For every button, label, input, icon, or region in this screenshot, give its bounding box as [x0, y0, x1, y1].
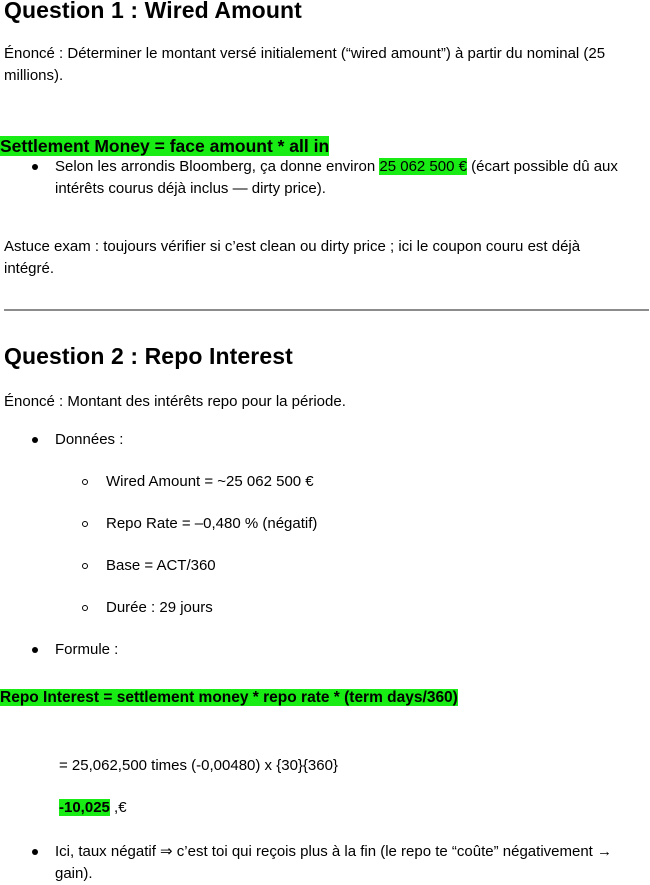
bullet-icon [32, 849, 38, 855]
q2-calc: = 25,062,500 times (-0,00480) x {30}{360} [59, 757, 338, 774]
q1-formula-text: Settlement Money = face amount * all in [0, 136, 330, 156]
q2-donnee-item: Base = ACT/360 [106, 557, 216, 574]
circle-bullet-icon [82, 563, 88, 569]
q2-donnees-label: Données : [55, 431, 124, 448]
q2-donnee-item: Durée : 29 jours [106, 599, 213, 616]
q1-title: Question 1 : Wired Amount [4, 0, 302, 23]
q2-enonce: Énoncé : Montant des intérêts repo pour la période. [4, 393, 346, 410]
circle-bullet-icon [82, 605, 88, 611]
circle-bullet-icon [82, 479, 88, 485]
bullet-icon [32, 164, 38, 170]
q2-donnee-item: Wired Amount = ~25 062 500 € [106, 473, 314, 490]
q1-astuce: Astuce exam : toujours vérifier si c’est clean ou dirty price ; ici le coupon couru est déjà intégré. [4, 238, 581, 277]
q2-formule-label: Formule : [55, 641, 119, 658]
q2-note: Ici, taux négatif ⇒ c’est toi qui reçois plus à la fin (le repo te “coûte” négativement → gain). [55, 843, 613, 882]
q1-enonce: Énoncé : Déterminer le montant versé initialement (“wired amount”) à partir du nominal (25 millions). [4, 45, 606, 84]
q1-bullet-pre: Selon les arrondis Bloomberg, ça donne environ [55, 158, 380, 175]
bullet-icon [32, 647, 38, 653]
circle-bullet-icon [82, 521, 88, 527]
q1-bullet [55, 156, 640, 200]
bullet-icon [32, 437, 38, 443]
q1-bullet-amount: 25 062 500 € [379, 158, 467, 175]
section-divider [4, 309, 649, 311]
q2-title: Question 2 : Repo Interest [4, 343, 293, 369]
q1-formula [0, 134, 329, 158]
q2-result [59, 796, 127, 820]
q2-formula [0, 686, 458, 710]
q2-formula-text: Repo Interest = settlement money * repo rate * (term days/360) [0, 689, 458, 706]
q2-result-suffix: ,€ [109, 799, 127, 816]
q2-result-value: -10,025 [59, 799, 110, 816]
q1-bullet-post: (écart possible dû aux intérêts courus déjà inclus — dirty price). [55, 158, 618, 197]
q2-donnee-item: Repo Rate = –0,480 % (négatif) [106, 515, 318, 532]
